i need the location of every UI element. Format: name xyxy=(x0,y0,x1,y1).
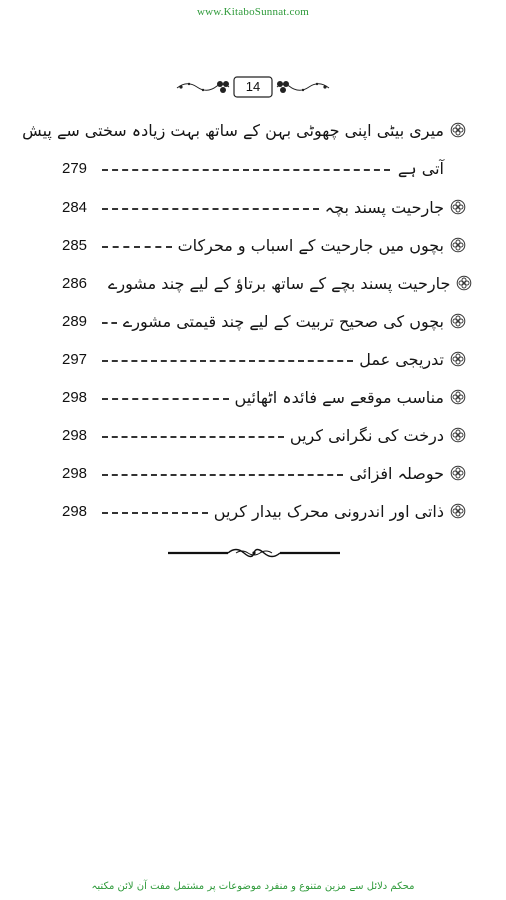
toc-entry-page: 298 xyxy=(62,388,88,406)
toc-entry-title: درخت کی نگرانی کریں xyxy=(289,425,444,445)
flower-bullet-icon xyxy=(450,199,466,215)
toc-entry-title: جارحیت پسند بچہ xyxy=(324,197,444,217)
flower-bullet-icon xyxy=(450,465,466,481)
dotted-leader xyxy=(102,208,319,210)
toc-entry-title: ذاتی اور اندرونی محرک بیدار کریں xyxy=(213,501,444,521)
toc-entry-title-continued: آتی ہے xyxy=(397,158,444,178)
flower-bullet-icon xyxy=(456,275,472,291)
toc-entry-page: 298 xyxy=(62,426,88,444)
toc-entry-page: 285 xyxy=(62,236,88,254)
toc-entry[interactable] xyxy=(62,302,466,340)
dotted-leader xyxy=(102,322,117,324)
toc-entry-title: میری بیٹی اپنی چھوٹی بہن کے ساتھ بہت زیادہ سختی سے پیش xyxy=(22,120,444,140)
toc-entry[interactable] xyxy=(62,378,466,416)
dotted-leader xyxy=(102,246,172,248)
flower-bullet-icon xyxy=(450,351,466,367)
toc-entry[interactable] xyxy=(62,492,466,530)
page-number: 14 xyxy=(245,79,261,94)
footer-tagline: محکم دلائل سے مزین متنوع و منفرد موضوعات پر مشتمل مفت آن لائن مکتبہ xyxy=(91,881,415,892)
page-number-header xyxy=(173,74,333,100)
toc-entry-page: 284 xyxy=(62,198,88,216)
toc-entry[interactable] xyxy=(62,454,466,492)
toc-entry-title: حوصلہ افزائی xyxy=(349,463,444,483)
toc-entry-title: بچوں میں جارحیت کے اسباب و محرکات xyxy=(177,235,444,255)
toc-entry-title: جارحیت پسند بچے کے ساتھ برتاؤ کے لیے چند مشورے xyxy=(108,273,451,293)
toc-entry-title: مناسب موقعے سے فائدہ اٹھائیں xyxy=(234,387,444,407)
flower-bullet-icon xyxy=(450,427,466,443)
toc-entry[interactable] xyxy=(22,112,466,188)
dotted-leader xyxy=(102,474,343,476)
toc-entry-page: 298 xyxy=(62,502,88,520)
toc-entry[interactable] xyxy=(62,416,466,454)
dotted-leader xyxy=(102,512,208,514)
site-url[interactable]: www.KitaboSunnat.com xyxy=(196,6,310,18)
flower-bullet-icon xyxy=(450,503,466,519)
flower-bullet-icon xyxy=(450,237,466,253)
toc-entry[interactable] xyxy=(62,188,466,226)
toc-entry-title: بچوں کی صحیح تربیت کے لیے چند قیمتی مشورے xyxy=(122,311,444,331)
flower-bullet-icon xyxy=(450,122,466,138)
toc-entry-title: تدریجی عمل xyxy=(359,349,444,369)
toc-entry[interactable] xyxy=(62,264,466,302)
toc-entry-page: 297 xyxy=(62,350,88,368)
toc-entry[interactable] xyxy=(62,226,466,264)
toc-entry-page: 298 xyxy=(62,464,88,482)
dotted-leader xyxy=(102,169,390,171)
flower-bullet-icon xyxy=(450,389,466,405)
scroll-divider-icon xyxy=(166,545,342,561)
toc-entry-page: 279 xyxy=(62,159,88,177)
toc-entry[interactable] xyxy=(62,340,466,378)
toc-entry-page: 289 xyxy=(62,312,88,330)
dotted-leader xyxy=(102,436,284,438)
flower-bullet-icon xyxy=(450,313,466,329)
toc-entry-page: 286 xyxy=(62,274,88,292)
dotted-leader xyxy=(102,398,229,400)
dotted-leader xyxy=(102,360,353,362)
table-of-contents xyxy=(22,112,466,530)
